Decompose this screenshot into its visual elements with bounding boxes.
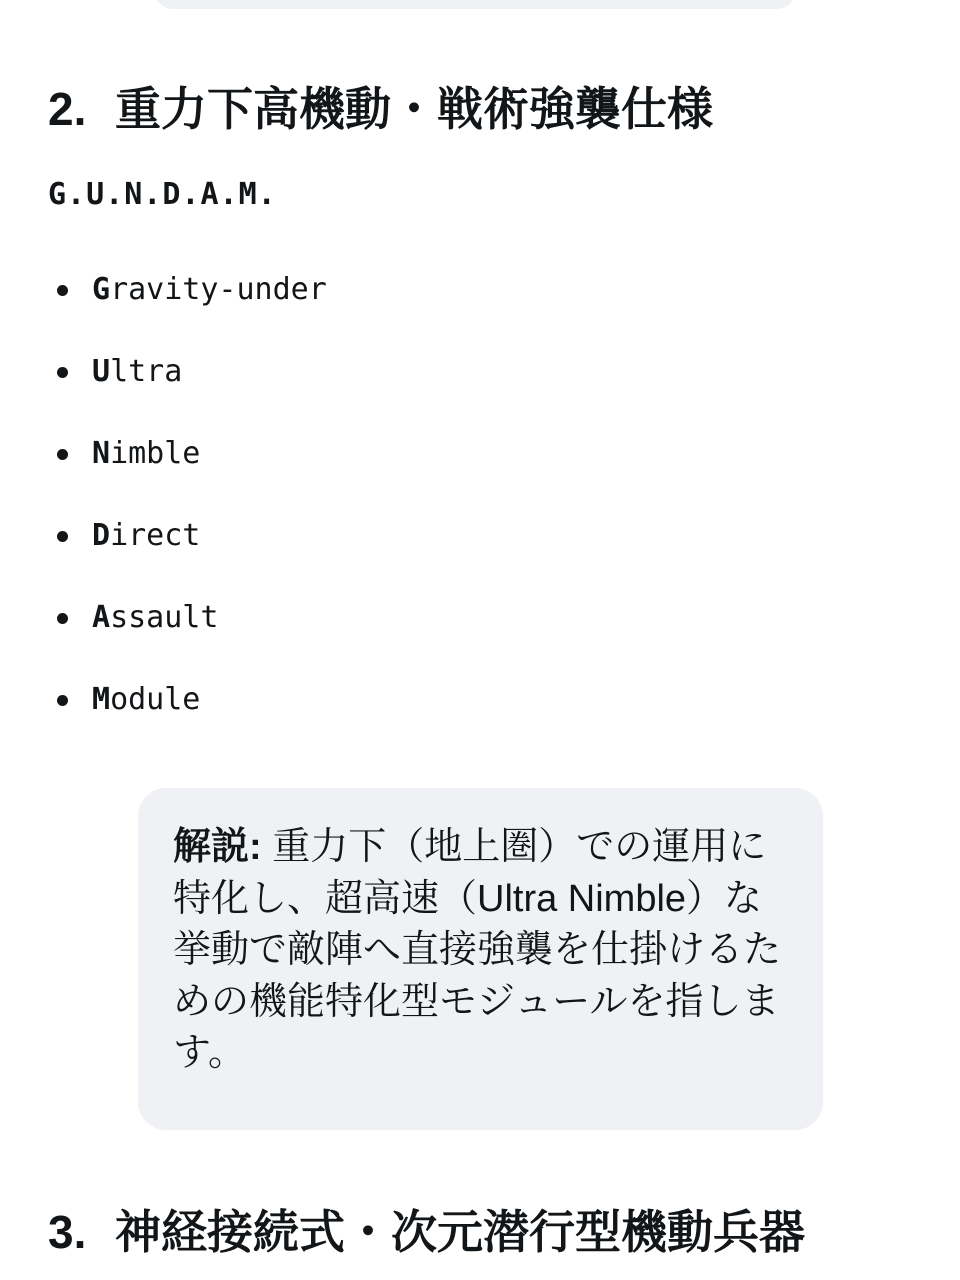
bullet-icon (57, 613, 68, 624)
acronym-letter-list (48, 270, 327, 720)
section-3-heading (48, 1205, 805, 1259)
list-item-rest: ltra (110, 354, 183, 389)
section-3-title: 神経接続式・次元潜行型機動兵器 (115, 1206, 805, 1258)
list-item-lead: D (92, 518, 111, 553)
note-line: 挙動で敵陣へ直接強襲を仕掛けるた (173, 929, 782, 971)
note-line: めの機能特化型モジュールを指しま (173, 980, 780, 1023)
note-line: す。 (173, 1032, 246, 1074)
list-item-rest: imble (110, 436, 201, 471)
bullet-icon (57, 449, 68, 460)
section-3-number: 3. (48, 1206, 87, 1258)
bullet-icon (57, 531, 68, 542)
bullet-icon (57, 367, 68, 378)
section-2-heading (48, 82, 713, 136)
section-2-number: 2. (48, 83, 87, 135)
chat-bubble-remnant (155, 0, 795, 9)
list-item-module (48, 680, 327, 720)
note-line (173, 822, 789, 874)
list-item-lead: M (92, 682, 111, 717)
list-item-gravity-under (48, 270, 327, 310)
list-item-lead: G (92, 272, 111, 307)
list-item-rest: odule (110, 682, 201, 717)
list-item-lead: N (92, 436, 111, 471)
list-item-nimble (48, 434, 327, 474)
list-item-lead: A (92, 600, 111, 635)
list-item-rest: irect (110, 518, 201, 553)
bullet-icon (57, 695, 68, 706)
note-label: 解説: (173, 826, 262, 868)
list-item-lead: U (92, 354, 111, 389)
list-item-rest: ravity-under (110, 272, 327, 307)
list-item-ultra (48, 352, 327, 392)
list-item-assault (48, 598, 327, 638)
note-line: 特化し、超高速（Ultra Nimble）な (173, 877, 763, 920)
bullet-icon (57, 285, 68, 296)
list-item-rest: ssault (110, 600, 219, 635)
explanation-callout (138, 788, 823, 1130)
note-line-text: 重力下（地上圏）での運用に (272, 826, 767, 868)
acronym-text: G.U.N.D.A.M. (48, 177, 277, 212)
list-item-direct (48, 516, 327, 556)
section-2-title: 重力下高機動・戦術強襲仕様 (115, 83, 713, 135)
